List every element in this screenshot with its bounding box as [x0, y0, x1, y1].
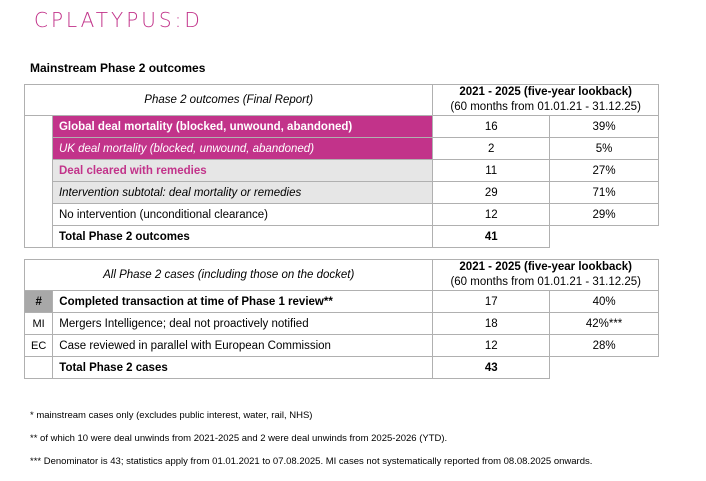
row-count: 43 — [433, 357, 550, 379]
table2-period-title: 2021 - 2025 (five-year lookback) — [459, 261, 633, 273]
row-percent: 71% — [550, 182, 659, 204]
row-percent: 40% — [550, 291, 659, 313]
row-percent — [550, 357, 659, 379]
row-label: Case reviewed in parallel with European Commission — [53, 335, 433, 357]
row-percent: 28% — [550, 335, 659, 357]
row-count: 11 — [433, 160, 550, 182]
row-count: 41 — [433, 226, 550, 248]
table1-period-range: (60 months from 01.01.21 - 31.12.25) — [450, 101, 641, 113]
row-label: Global deal mortality (blocked, unwound, abandoned) — [52, 116, 432, 138]
phase2-cases-table — [24, 259, 659, 379]
table1-period-title: 2021 - 2025 (five-year lookback) — [459, 86, 632, 98]
page-title: Mainstream Phase 2 outcomes — [30, 61, 206, 75]
row-code: EC — [25, 335, 53, 357]
table1-header-left: Phase 2 outcomes (Final Report) — [25, 85, 433, 116]
table-header-row — [25, 85, 659, 116]
row-percent: 27% — [550, 160, 659, 182]
row-percent: 42%*** — [550, 313, 659, 335]
row-count: 2 — [433, 138, 550, 160]
row-label: Mergers Intelligence; deal not proactively notified — [53, 313, 433, 335]
table-header-row — [25, 260, 659, 291]
row-label: Total Phase 2 cases — [53, 357, 433, 379]
row-code: # — [25, 291, 53, 313]
table-row — [25, 335, 659, 357]
row-count: 16 — [433, 116, 550, 138]
row-count: 18 — [433, 313, 550, 335]
row-code: MI — [25, 313, 53, 335]
table-row — [25, 313, 659, 335]
row-percent: 29% — [550, 204, 659, 226]
table-row — [25, 116, 659, 138]
table-total-row — [25, 357, 659, 379]
row-code — [25, 357, 53, 379]
row-label: Total Phase 2 outcomes — [52, 226, 432, 248]
phase2-outcomes-table — [24, 84, 659, 248]
row-count: 12 — [433, 335, 550, 357]
row-label: Deal cleared with remedies — [52, 160, 432, 182]
table-total-row — [25, 226, 659, 248]
row-label: Intervention subtotal: deal mortality or remedies — [52, 182, 432, 204]
row-label: Completed transaction at time of Phase 1 review** — [53, 291, 433, 313]
row-percent — [550, 226, 659, 248]
row-count: 29 — [433, 182, 550, 204]
footnote-3: *** Denominator is 43; statistics apply from 01.01.2021 to 07.08.2025. MI cases not systematically reported from 08.08.2025 onwards. — [30, 456, 593, 467]
platypus-logo: CPLATYPUS:D — [34, 8, 203, 32]
table2-period-range: (60 months from 01.01.21 - 31.12.25) — [450, 276, 641, 288]
table-row — [25, 138, 659, 160]
row-label: No intervention (unconditional clearance) — [52, 204, 432, 226]
table2-header-left: All Phase 2 cases (including those on the docket) — [25, 260, 433, 291]
footnote-1: * mainstream cases only (excludes public interest, water, rail, NHS) — [30, 410, 313, 421]
row-percent: 39% — [550, 116, 659, 138]
table-row — [25, 204, 659, 226]
footnote-2: ** of which 10 were deal unwinds from 2021-2025 and 2 were deal unwinds from 2025-2026 (YTD). — [30, 433, 448, 444]
table-row — [25, 182, 659, 204]
row-percent: 5% — [550, 138, 659, 160]
row-label: UK deal mortality (blocked, unwound, abandoned) — [52, 138, 432, 160]
table2-header-right — [433, 260, 659, 291]
table-row — [25, 160, 659, 182]
row-count: 12 — [433, 204, 550, 226]
table1-header-right — [433, 85, 659, 116]
table-row — [25, 291, 659, 313]
row-count: 17 — [433, 291, 550, 313]
